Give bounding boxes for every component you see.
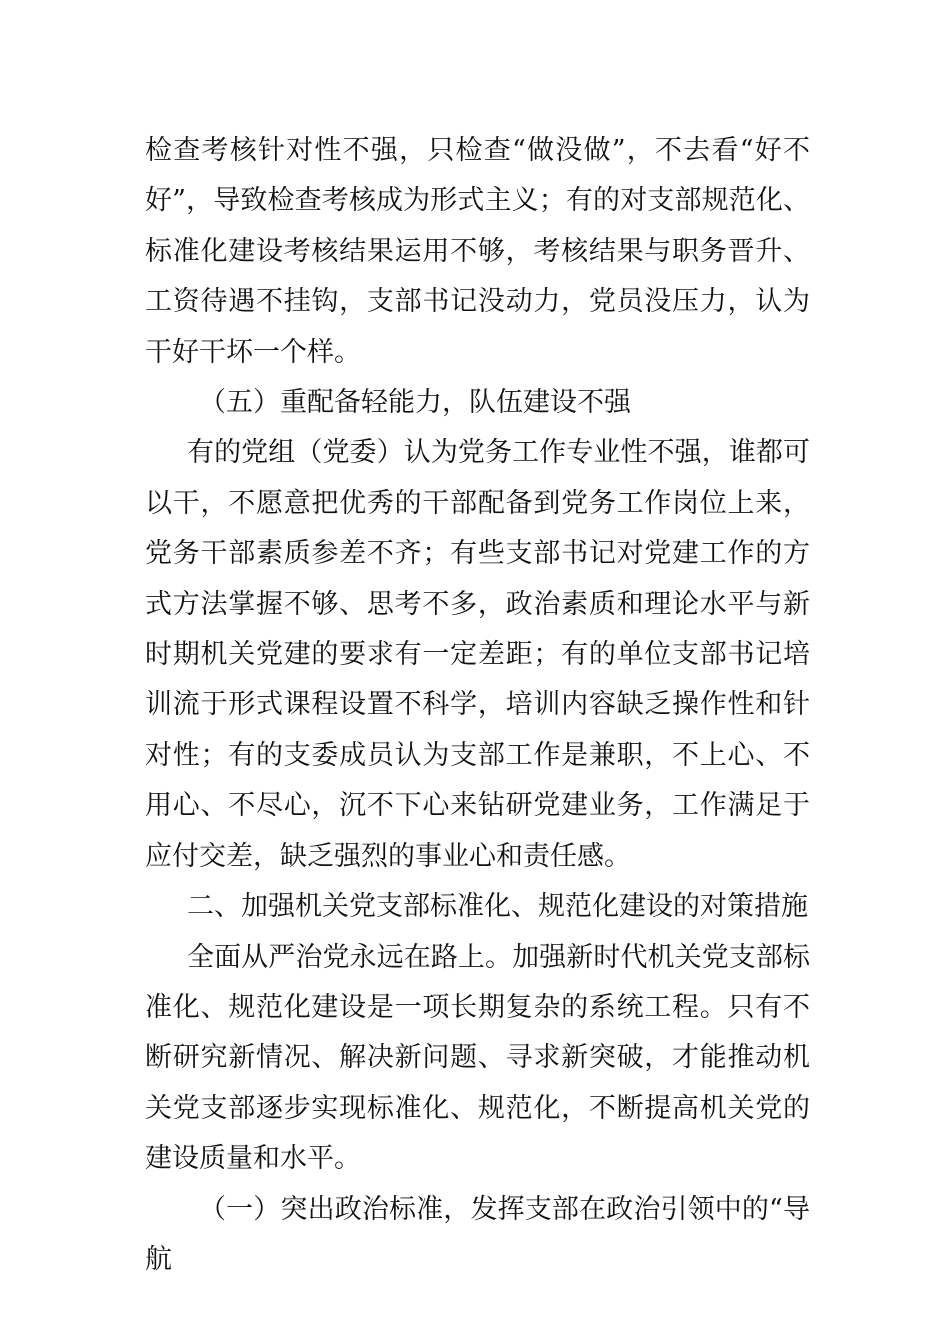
heading-countermeasures: 二、加强机关党支部标准化、规范化建设的对策措施 <box>187 891 808 923</box>
document-body <box>145 126 810 1285</box>
paragraph-team-building: 有的党组（党委）认为党务工作专业性不强，谁都可以干，不愿意把优秀的干部配备到党务工作岗位上来，党务干部素质参差不齐；有些支部书记对党建工作的方式方法掌握不够、思考不多，政治素质和理论水平与新时期机关党建的要求有一定差距；有的单位支部书记培训流于形式课程设置不科学，培训内容缺乏操作性和针对性；有的支委成员认为支部工作是兼职，不上心、不用心、不尽心，沉不下心来钻研党建业务，工作满足于应付交差，缺乏强烈的事业心和责任感。 <box>145 437 810 872</box>
paragraph-countermeasures: 全面从严治党永远在路上。加强新时代机关党支部标准化、规范化建设是一项长期复杂的系统工程。只有不断研究新情况、解决新问题、寻求新突破，才能推动机关党支部逐步实现标准化、规范化，不断提高机关党的建设质量和水平。 <box>145 941 810 1175</box>
paragraph-inspection-assessment: 检查考核针对性不强，只检查“做没做”，不去看“好不好”，导致检查考核成为形式主义；有的对支部规范化、标准化建设考核结果运用不够，考核结果与职务晋升、工资待遇不挂钩，支部书记没动力，党员没压力，认为干好干坏一个样。 <box>145 135 810 368</box>
heading-team-building: （五）重配备轻能力，队伍建设不强 <box>199 387 631 419</box>
heading-political-standard: （一）突出政治标准，发挥支部在政治引领中的“导航 <box>145 1193 810 1275</box>
